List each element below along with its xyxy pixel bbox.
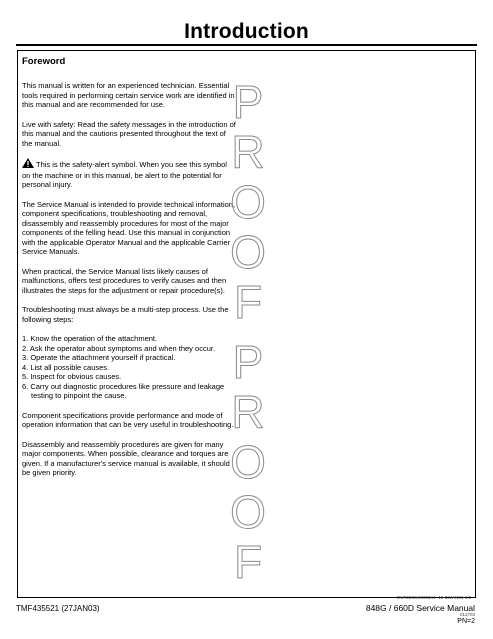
paragraph-safety: Live with safety: Read the safety messages in the introduction of this manual and the cautions presented throughout the text of the manual.	[22, 119, 236, 148]
troubleshooting-steps	[22, 334, 237, 401]
document-code: OUTJD03,0000344 -19-22JAN01-1/2	[396, 595, 471, 600]
proof-watermark-letter: O	[230, 486, 266, 538]
footer-manual-title: 848G / 660D Service Manual	[365, 603, 475, 613]
paragraph-purpose: The Service Manual is intended to provide technical information, component specifications, troubleshooting and removal, disassembly and reassembly procedures for most of the major components of the felling head. Use this manual in conjunction with the applicable Operator Manual and the applicable Carrier Service Manuals.	[22, 199, 236, 256]
section-heading: Foreword	[22, 56, 66, 67]
page-title: Introduction	[184, 20, 309, 43]
proof-watermark-letter: R	[231, 126, 265, 178]
title-divider	[16, 44, 477, 46]
list-item: 1. Know the operation of the attachment.	[22, 334, 158, 343]
safety-alert-icon	[22, 158, 34, 171]
proof-watermark-letter: O	[230, 436, 266, 488]
proof-watermark-letter: O	[230, 176, 266, 228]
list-item: 4. List all possible causes.	[22, 362, 110, 372]
foreword-body	[22, 81, 237, 488]
paragraph-troubleshooting: Troubleshooting must always be a multi-step process. Use the following steps:	[22, 305, 229, 324]
proof-watermark-letter: F	[233, 536, 263, 588]
proof-watermark-letter: O	[230, 226, 266, 278]
proof-watermark-letter: P	[232, 336, 264, 388]
proof-watermark-letter: P	[232, 76, 264, 128]
footer-manual-number: TMF435521 (27JAN03)	[16, 604, 100, 613]
paragraph-disassembly: Disassembly and reassembly procedures are given for many major components. When possible, clearance and torques are given. If a manufacturer's service manual is available, it should be given priority.	[22, 439, 230, 477]
paragraph-malfunctions: When practical, the Service Manual lists likely causes of malfunctions, offers test procedures to verify causes and then illustrates the steps for the adjustment or repair procedure(s).	[22, 266, 227, 295]
paragraph-intro: This manual is written for an experienced technician. Essential tools required in performing certain service work are identified in this manual and are recommended for use.	[22, 81, 235, 109]
list-item: 2. Ask the operator about symptoms and when they occur.	[22, 343, 216, 353]
paragraph-specifications: Component specifications provide performance and mode of operation information that can be very useful in troubleshooting.	[22, 410, 234, 429]
footer-date-code: 012703	[459, 612, 475, 617]
list-item: 6. Carry out diagnostic procedures like pressure and leakage testing to pinpoint the cause.	[22, 381, 225, 400]
list-item: 3. Operate the attachment yourself if practical.	[22, 353, 176, 362]
list-item: 5. Inspect for obvious causes.	[22, 372, 122, 381]
paragraph-alert-symbol	[22, 158, 237, 190]
alert-symbol-text: This is the safety-alert symbol. When you see this symbol on the machine or in this manual, be alert to the potential for personal injury.	[22, 160, 227, 189]
proof-watermark-letter: R	[231, 386, 265, 438]
proof-watermark-letter: F	[233, 276, 263, 328]
page-number: PN=2	[457, 618, 475, 625]
